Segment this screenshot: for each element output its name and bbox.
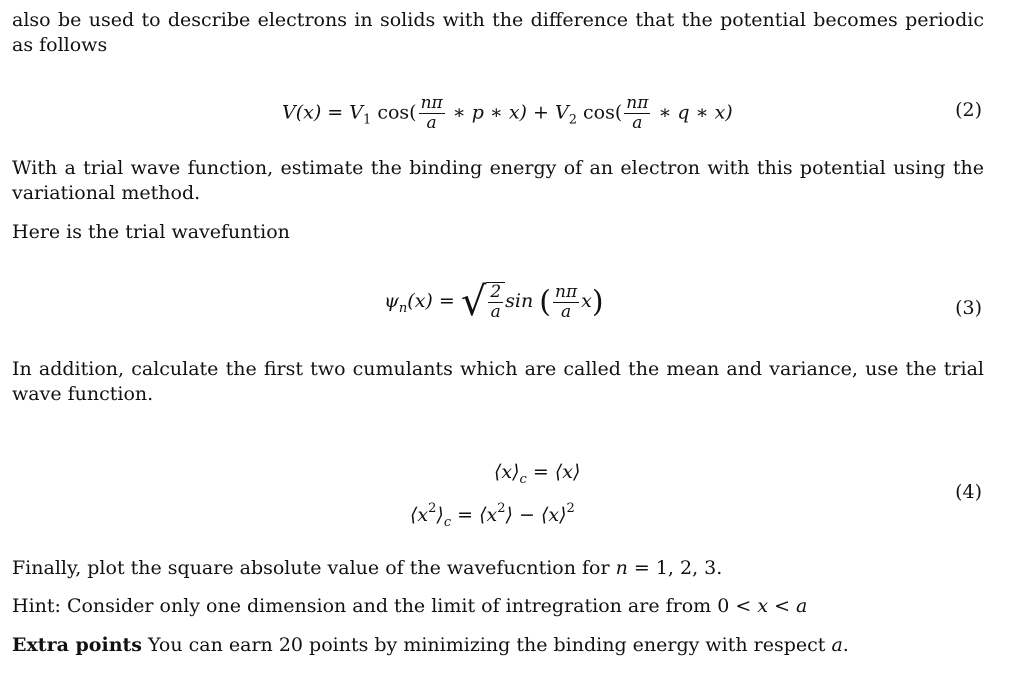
equation-3-number: (3) xyxy=(955,297,982,319)
equation-3 xyxy=(0,276,1024,336)
eq2-frac2-num: nπ xyxy=(626,93,649,113)
eq4-line2-rhs-sup2: 2 xyxy=(566,501,575,516)
equation-2-body xyxy=(282,94,733,133)
para5-math-a: a xyxy=(796,595,808,617)
eq2-frac1-num: nπ xyxy=(420,93,443,113)
eq4-line1-rhs: = ⟨x⟩ xyxy=(532,461,581,483)
para4-math-n: n xyxy=(615,557,628,579)
eq2-frac1 xyxy=(419,94,445,133)
equation-2 xyxy=(0,88,1024,138)
paragraph-extra-points xyxy=(12,633,984,658)
equation-4-number: (4) xyxy=(955,481,982,503)
eq4-line2-a: ⟨x xyxy=(410,504,429,526)
intro-paragraph: also be used to describe electrons in solids with the difference that the potential becomes periodic as follows xyxy=(12,9,984,56)
eq4-line2-rhs-b: ⟩ − ⟨x⟩ xyxy=(505,504,567,526)
eq4-line2-b: ⟩ xyxy=(436,504,444,526)
paragraph-plot xyxy=(12,556,984,581)
eq4-line2-sub: c xyxy=(443,515,452,530)
para5-text: Hint: Consider only one dimension and the limit of intregration are from 0 < xyxy=(12,595,758,617)
equation-4 xyxy=(0,458,1024,528)
eq2-frac2 xyxy=(624,94,650,133)
eq2-lhs: V(x) = V xyxy=(282,101,363,124)
paragraph-trial-function: With a trial wave function, estimate the binding energy of an electron with this potential using the variational method. xyxy=(12,157,984,204)
equation-2-number: (2) xyxy=(955,99,982,121)
eq2-frac1-den: a xyxy=(426,113,437,133)
para5-text-mid: < xyxy=(768,595,797,617)
eq3-open-paren: ( xyxy=(539,284,551,320)
paragraph-trial-wavefunction: Here is the trial wavefuntion xyxy=(12,221,290,243)
eq3-sin: sin xyxy=(505,290,534,312)
eq3-lhs-arg: (x) = xyxy=(407,290,455,312)
eq2-mid1: ∗ p ∗ x) + V xyxy=(452,101,569,124)
para5-math-x: x xyxy=(757,595,769,617)
eq3-psi: ψ xyxy=(384,290,399,312)
paragraph-hint xyxy=(12,594,984,619)
eq2-cos1: cos( xyxy=(377,101,417,124)
paragraph-cumulants: In addition, calculate the first two cumulants which are called the mean and variance, use the trial wave function. xyxy=(12,358,984,405)
equation-4-line-2 xyxy=(410,496,575,535)
eq4-line1-sub: c xyxy=(519,472,527,487)
eq2-sub1: 1 xyxy=(362,112,372,128)
eq2-mid2: ∗ q ∗ x) xyxy=(658,101,733,124)
eq4-line2-rhs-sup: 2 xyxy=(497,501,506,516)
eq3-frac xyxy=(553,283,579,322)
eq3-psi-sub: n xyxy=(398,301,408,316)
para6-text: You can earn 20 points by minimizing the binding energy with respect xyxy=(142,634,832,656)
eq3-sqrt-den: a xyxy=(490,302,501,322)
eq4-line2-sup: 2 xyxy=(428,501,437,516)
eq3-sqrt-num: 2 xyxy=(490,282,502,302)
equation-3-body xyxy=(384,279,604,325)
eq3-var: x xyxy=(581,290,592,312)
eq2-frac2-den: a xyxy=(632,113,643,133)
eq3-sqrt xyxy=(460,279,505,325)
eq3-sqrt-frac xyxy=(488,283,503,322)
equation-4-line-1 xyxy=(494,460,580,492)
eq4-line2-rhs-a: = ⟨x xyxy=(457,504,498,526)
para4-text: Finally, plot the square absolute value of the wavefucntion for xyxy=(12,557,616,579)
para6-math-a: a xyxy=(831,634,843,656)
eq3-frac-num: nπ xyxy=(555,281,578,302)
para4-math-rest: = 1, 2, 3. xyxy=(627,557,723,579)
eq2-sub2: 2 xyxy=(568,112,577,128)
eq3-frac-den: a xyxy=(560,301,572,322)
eq3-close-paren: ) xyxy=(591,284,604,320)
extra-points-label: Extra points xyxy=(12,634,142,656)
eq3-radical-sign: √ xyxy=(460,279,487,325)
para6-end: . xyxy=(842,634,849,656)
eq4-line1-lhs: ⟨x⟩ xyxy=(494,461,520,483)
eq2-cos2: cos( xyxy=(583,101,623,124)
